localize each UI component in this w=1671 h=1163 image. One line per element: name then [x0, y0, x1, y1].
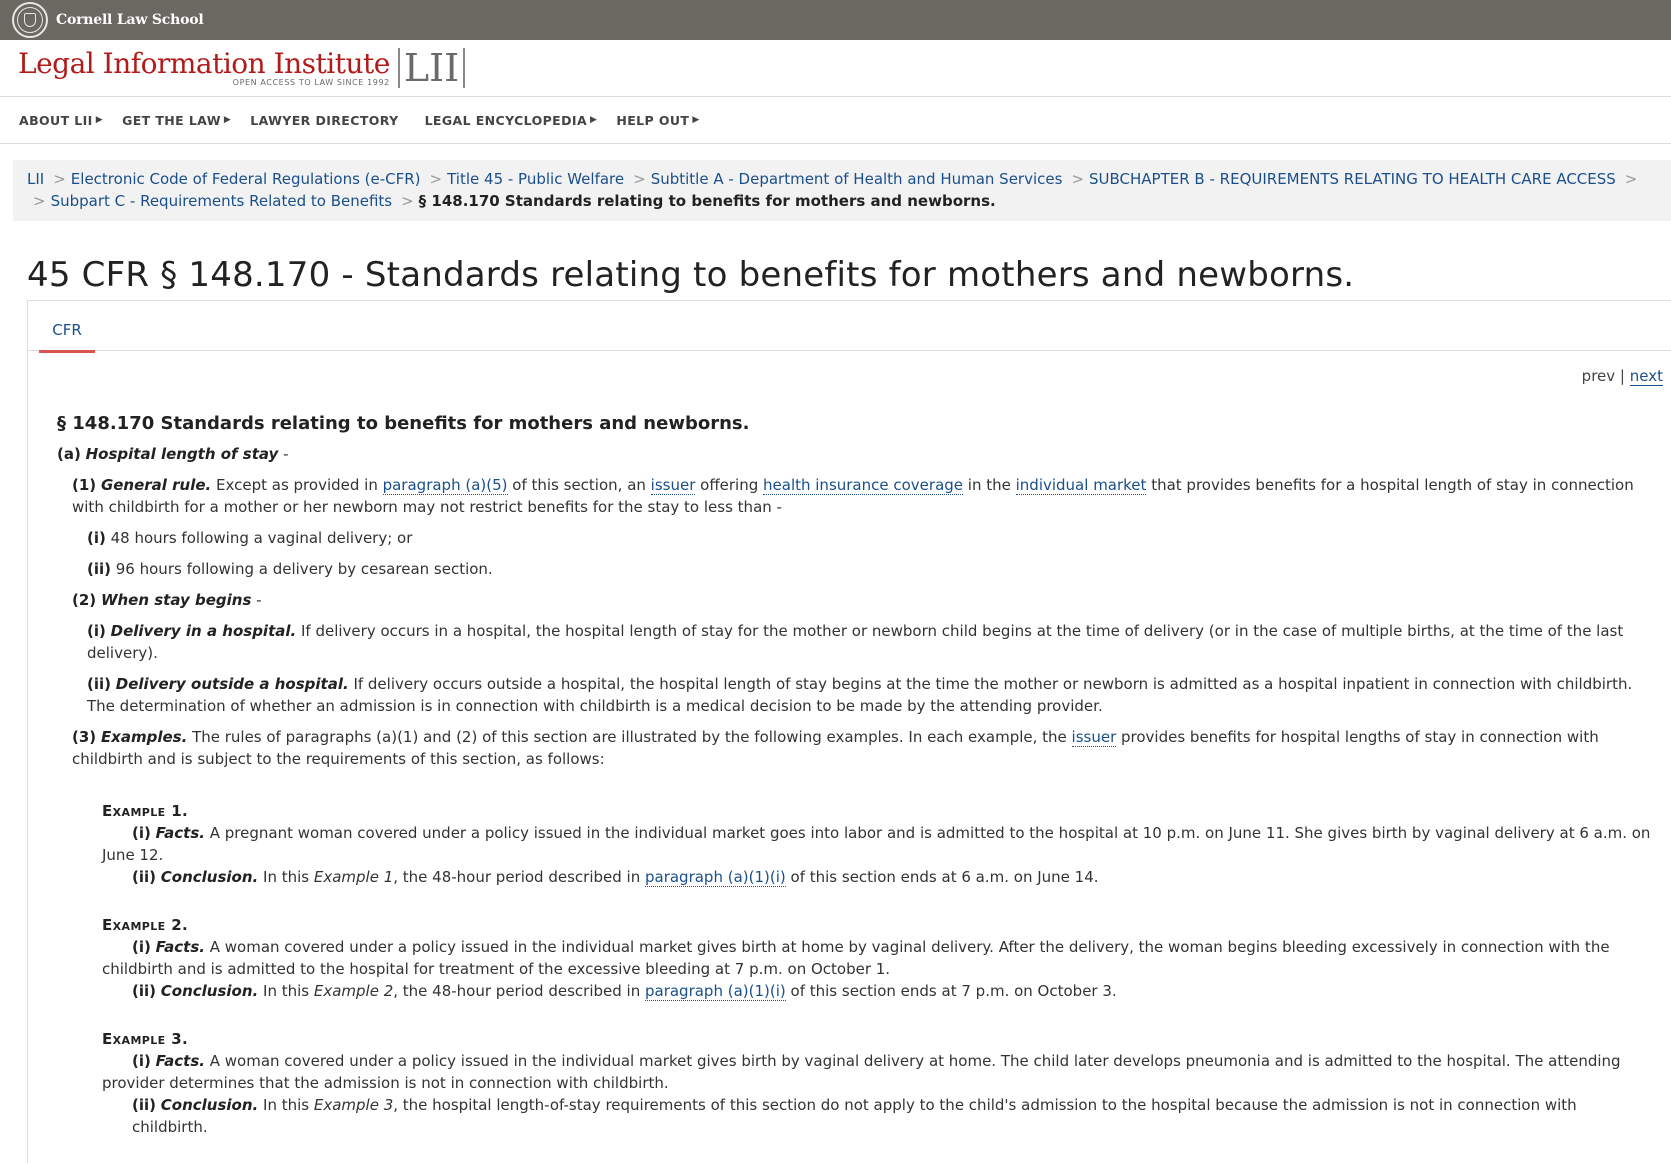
- conclusion-text: , the hospital length-of-stay requirements of this section do not apply to the child's admission to the hospital because the admission is not in connection with childbirth.: [132, 1096, 1577, 1136]
- next-link[interactable]: next: [1629, 367, 1663, 385]
- facts-text: A pregnant woman covered under a policy issued in the individual market goes into labor and is admitted to the hospital at 10 p.m. on June 11. She gives birth by vaginal delivery at 6 a.m. on June 12.: [102, 824, 1651, 864]
- pager-divider: |: [1619, 367, 1625, 385]
- paragraph-a3: [72, 726, 1657, 770]
- link-paragraph-a5[interactable]: paragraph (a)(5): [382, 476, 508, 494]
- conclusion-text: In this: [258, 982, 314, 1000]
- cornell-seal-icon[interactable]: [12, 2, 48, 38]
- paragraph-a1ii: [87, 558, 1657, 580]
- link-issuer[interactable]: issuer: [650, 476, 696, 494]
- para-text: that provides benefits for a hospital length of stay in connection with childbirth for a mother or her newborn may not restrict benefits for the stay to less than -: [72, 476, 1634, 516]
- breadcrumb-subtitle-a[interactable]: Subtitle A - Department of Health and Human Services: [650, 170, 1063, 188]
- example-conclusion: [102, 980, 1657, 1002]
- example-2: [102, 914, 1657, 1002]
- paragraph-a2: [72, 589, 1657, 611]
- nav-help-out[interactable]: [616, 113, 699, 128]
- nav-label: HELP OUT: [616, 112, 690, 128]
- example-title: Example 1.: [102, 802, 189, 820]
- caret-right-icon: ▶: [692, 115, 700, 125]
- tab-bar: [28, 301, 1671, 351]
- lii-header: [0, 40, 1671, 97]
- facts-text: A woman covered under a policy issued in the individual market gives birth at home by vaginal delivery. After the delivery, the woman begins bleeding excessively in connection with the childbirth and is admitted to the hospital for treatment of the excessive bleeding at 7 p.m. on October 1.: [102, 938, 1610, 978]
- para-marker: (i): [132, 938, 151, 956]
- example-citation: Example 2: [313, 982, 394, 1000]
- facts-label: Facts.: [155, 824, 205, 842]
- paragraph-a2ii: [87, 673, 1657, 717]
- conclusion-text: In this: [258, 868, 314, 886]
- nav-label: ABOUT LII: [19, 112, 93, 128]
- example-conclusion: [102, 866, 1657, 888]
- breadcrumb-separator: >: [401, 192, 414, 210]
- breadcrumb-lii[interactable]: LII: [27, 170, 45, 188]
- para-marker: (i): [87, 622, 106, 640]
- nav-get-the-law[interactable]: [122, 113, 231, 128]
- example-citation: Example 1: [313, 868, 394, 886]
- para-marker: (i): [87, 529, 106, 547]
- para-marker: (i): [132, 824, 151, 842]
- para-marker: (ii): [87, 675, 111, 693]
- breadcrumb-separator: >: [633, 170, 646, 188]
- conclusion-label: Conclusion.: [160, 982, 259, 1000]
- caret-right-icon: ▶: [223, 115, 232, 125]
- lii-logo[interactable]: LII: [398, 48, 465, 88]
- breadcrumb-ecfr[interactable]: Electronic Code of Federal Regulations (e-CFR): [70, 170, 421, 188]
- breadcrumb-separator: >: [33, 192, 46, 210]
- para-heading: General rule.: [100, 476, 212, 494]
- para-marker: (1): [72, 476, 97, 494]
- para-text: If delivery occurs outside a hospital, the hospital length of stay begins at the time the mother or newborn is admitted as a hospital inpatient in connection with childbirth. The determination of whether an admission is in connection with childbirth is a medical decision to be made by the attending provider.: [87, 675, 1633, 715]
- breadcrumb-separator: >: [429, 170, 443, 188]
- example-facts: [102, 936, 1657, 980]
- para-text: -: [251, 591, 262, 609]
- breadcrumb-subpart-c[interactable]: Subpart C - Requirements Related to Benefits: [50, 192, 393, 210]
- caret-right-icon: ▶: [95, 115, 104, 125]
- para-text: Except as provided in: [211, 476, 383, 494]
- para-heading: Delivery in a hospital.: [110, 622, 297, 640]
- conclusion-label: Conclusion.: [160, 868, 259, 886]
- para-text: of this section, an: [507, 476, 651, 494]
- facts-text: A woman covered under a policy issued in the individual market gives birth by vaginal delivery at home. The child later develops pneumonia and is admitted to the hospital. The attending provider determines that the admission is not in connection with childbirth.: [102, 1052, 1621, 1092]
- conclusion-label: Conclusion.: [160, 1096, 259, 1114]
- caret-right-icon: ▶: [590, 115, 598, 125]
- para-text: If delivery occurs in a hospital, the hospital length of stay for the mother or newborn child begins at the time of delivery (or in the case of multiple births, at the time of the last delivery).: [87, 622, 1624, 662]
- conclusion-text: , the 48-hour period described in: [393, 982, 645, 1000]
- link-individual-market[interactable]: individual market: [1015, 476, 1147, 494]
- example-citation: Example 3: [313, 1096, 394, 1114]
- content-box: [27, 300, 1671, 1163]
- para-heading: When stay begins: [100, 591, 252, 609]
- facts-label: Facts.: [155, 1052, 205, 1070]
- nav-label: GET THE LAW: [122, 112, 221, 128]
- example-title: Example 2.: [102, 916, 189, 934]
- paragraph-a: [57, 443, 1657, 465]
- section-heading: § 148.170 Standards relating to benefits for mothers and newborns.: [57, 413, 750, 434]
- example-3: [102, 1028, 1657, 1138]
- page-title: 45 CFR § 148.170 - Standards relating to benefits for mothers and newborns.: [27, 255, 1355, 295]
- facts-label: Facts.: [155, 938, 205, 956]
- paragraph-a1i: [87, 527, 1657, 549]
- para-marker: (ii): [132, 982, 156, 1000]
- para-marker: (ii): [132, 868, 156, 886]
- link-issuer[interactable]: issuer: [1071, 728, 1117, 746]
- tab-cfr[interactable]: CFR: [39, 301, 95, 353]
- nav-about-lii[interactable]: [19, 113, 103, 128]
- lii-tagline: OPEN ACCESS TO LAW SINCE 1992: [232, 78, 390, 87]
- para-text: provides benefits for hospital lengths of stay in connection with childbirth and is subject to the requirements of this section, as follows:: [72, 728, 1599, 768]
- para-marker: (2): [72, 591, 97, 609]
- nav-lawyer-directory[interactable]: [250, 113, 398, 128]
- nav-label: LEGAL ENCYCLOPEDIA: [424, 112, 588, 128]
- para-marker: (i): [132, 1052, 151, 1070]
- para-text: offering: [695, 476, 764, 494]
- para-heading: Delivery outside a hospital.: [115, 675, 349, 693]
- cornell-bar: [0, 0, 1671, 40]
- conclusion-text: of this section ends at 7 p.m. on October 3.: [785, 982, 1117, 1000]
- para-text: The rules of paragraphs (a)(1) and (2) of this section are illustrated by the following examples. In each example, the: [187, 728, 1072, 746]
- breadcrumb-current: § 148.170 Standards relating to benefits for mothers and newborns.: [418, 192, 996, 210]
- para-text: in the: [963, 476, 1016, 494]
- prev-label: prev: [1581, 367, 1616, 385]
- cornell-law-school-link[interactable]: Cornell Law School: [56, 12, 204, 28]
- breadcrumb-separator: >: [1071, 170, 1085, 188]
- example-title: Example 3.: [102, 1030, 189, 1048]
- paragraph-a2i: [87, 620, 1657, 664]
- conclusion-text: , the 48-hour period described in: [393, 868, 645, 886]
- para-text: 96 hours following a delivery by cesarean section.: [111, 560, 493, 578]
- para-marker: (ii): [132, 1096, 156, 1114]
- paragraph-a1: [72, 474, 1657, 518]
- example-facts: [102, 822, 1657, 866]
- lii-home-link[interactable]: [18, 49, 390, 87]
- link-health-insurance-coverage[interactable]: health insurance coverage: [763, 476, 964, 494]
- breadcrumb-separator: >: [1624, 170, 1638, 188]
- breadcrumb: [13, 160, 1671, 221]
- breadcrumb-title-45[interactable]: Title 45 - Public Welfare: [447, 170, 625, 188]
- para-heading: Examples.: [100, 728, 188, 746]
- section-body: [57, 413, 1657, 1138]
- para-marker: (a): [57, 445, 81, 463]
- lii-title: Legal Information Institute: [18, 47, 390, 80]
- para-text: -: [278, 445, 289, 463]
- example-facts: [102, 1050, 1657, 1094]
- nav-label: LAWYER DIRECTORY: [250, 112, 399, 128]
- breadcrumb-separator: >: [53, 170, 66, 188]
- para-marker: (3): [72, 728, 97, 746]
- main-nav: [0, 97, 1671, 144]
- para-text: 48 hours following a vaginal delivery; or: [105, 529, 413, 547]
- pager: [1582, 367, 1663, 385]
- nav-legal-encyclopedia[interactable]: [425, 113, 598, 128]
- example-1: [102, 800, 1657, 888]
- para-marker: (ii): [87, 560, 111, 578]
- example-conclusion: [102, 1094, 1657, 1138]
- breadcrumb-subchapter-b[interactable]: SUBCHAPTER B - REQUIREMENTS RELATING TO HEALTH CARE ACCESS: [1089, 170, 1616, 188]
- link-paragraph-a1i[interactable]: paragraph (a)(1)(i): [644, 982, 786, 1000]
- conclusion-text: of this section ends at 6 a.m. on June 14.: [785, 868, 1099, 886]
- link-paragraph-a1i[interactable]: paragraph (a)(1)(i): [644, 868, 786, 886]
- conclusion-text: In this: [258, 1096, 314, 1114]
- para-heading: Hospital length of stay: [85, 445, 279, 463]
